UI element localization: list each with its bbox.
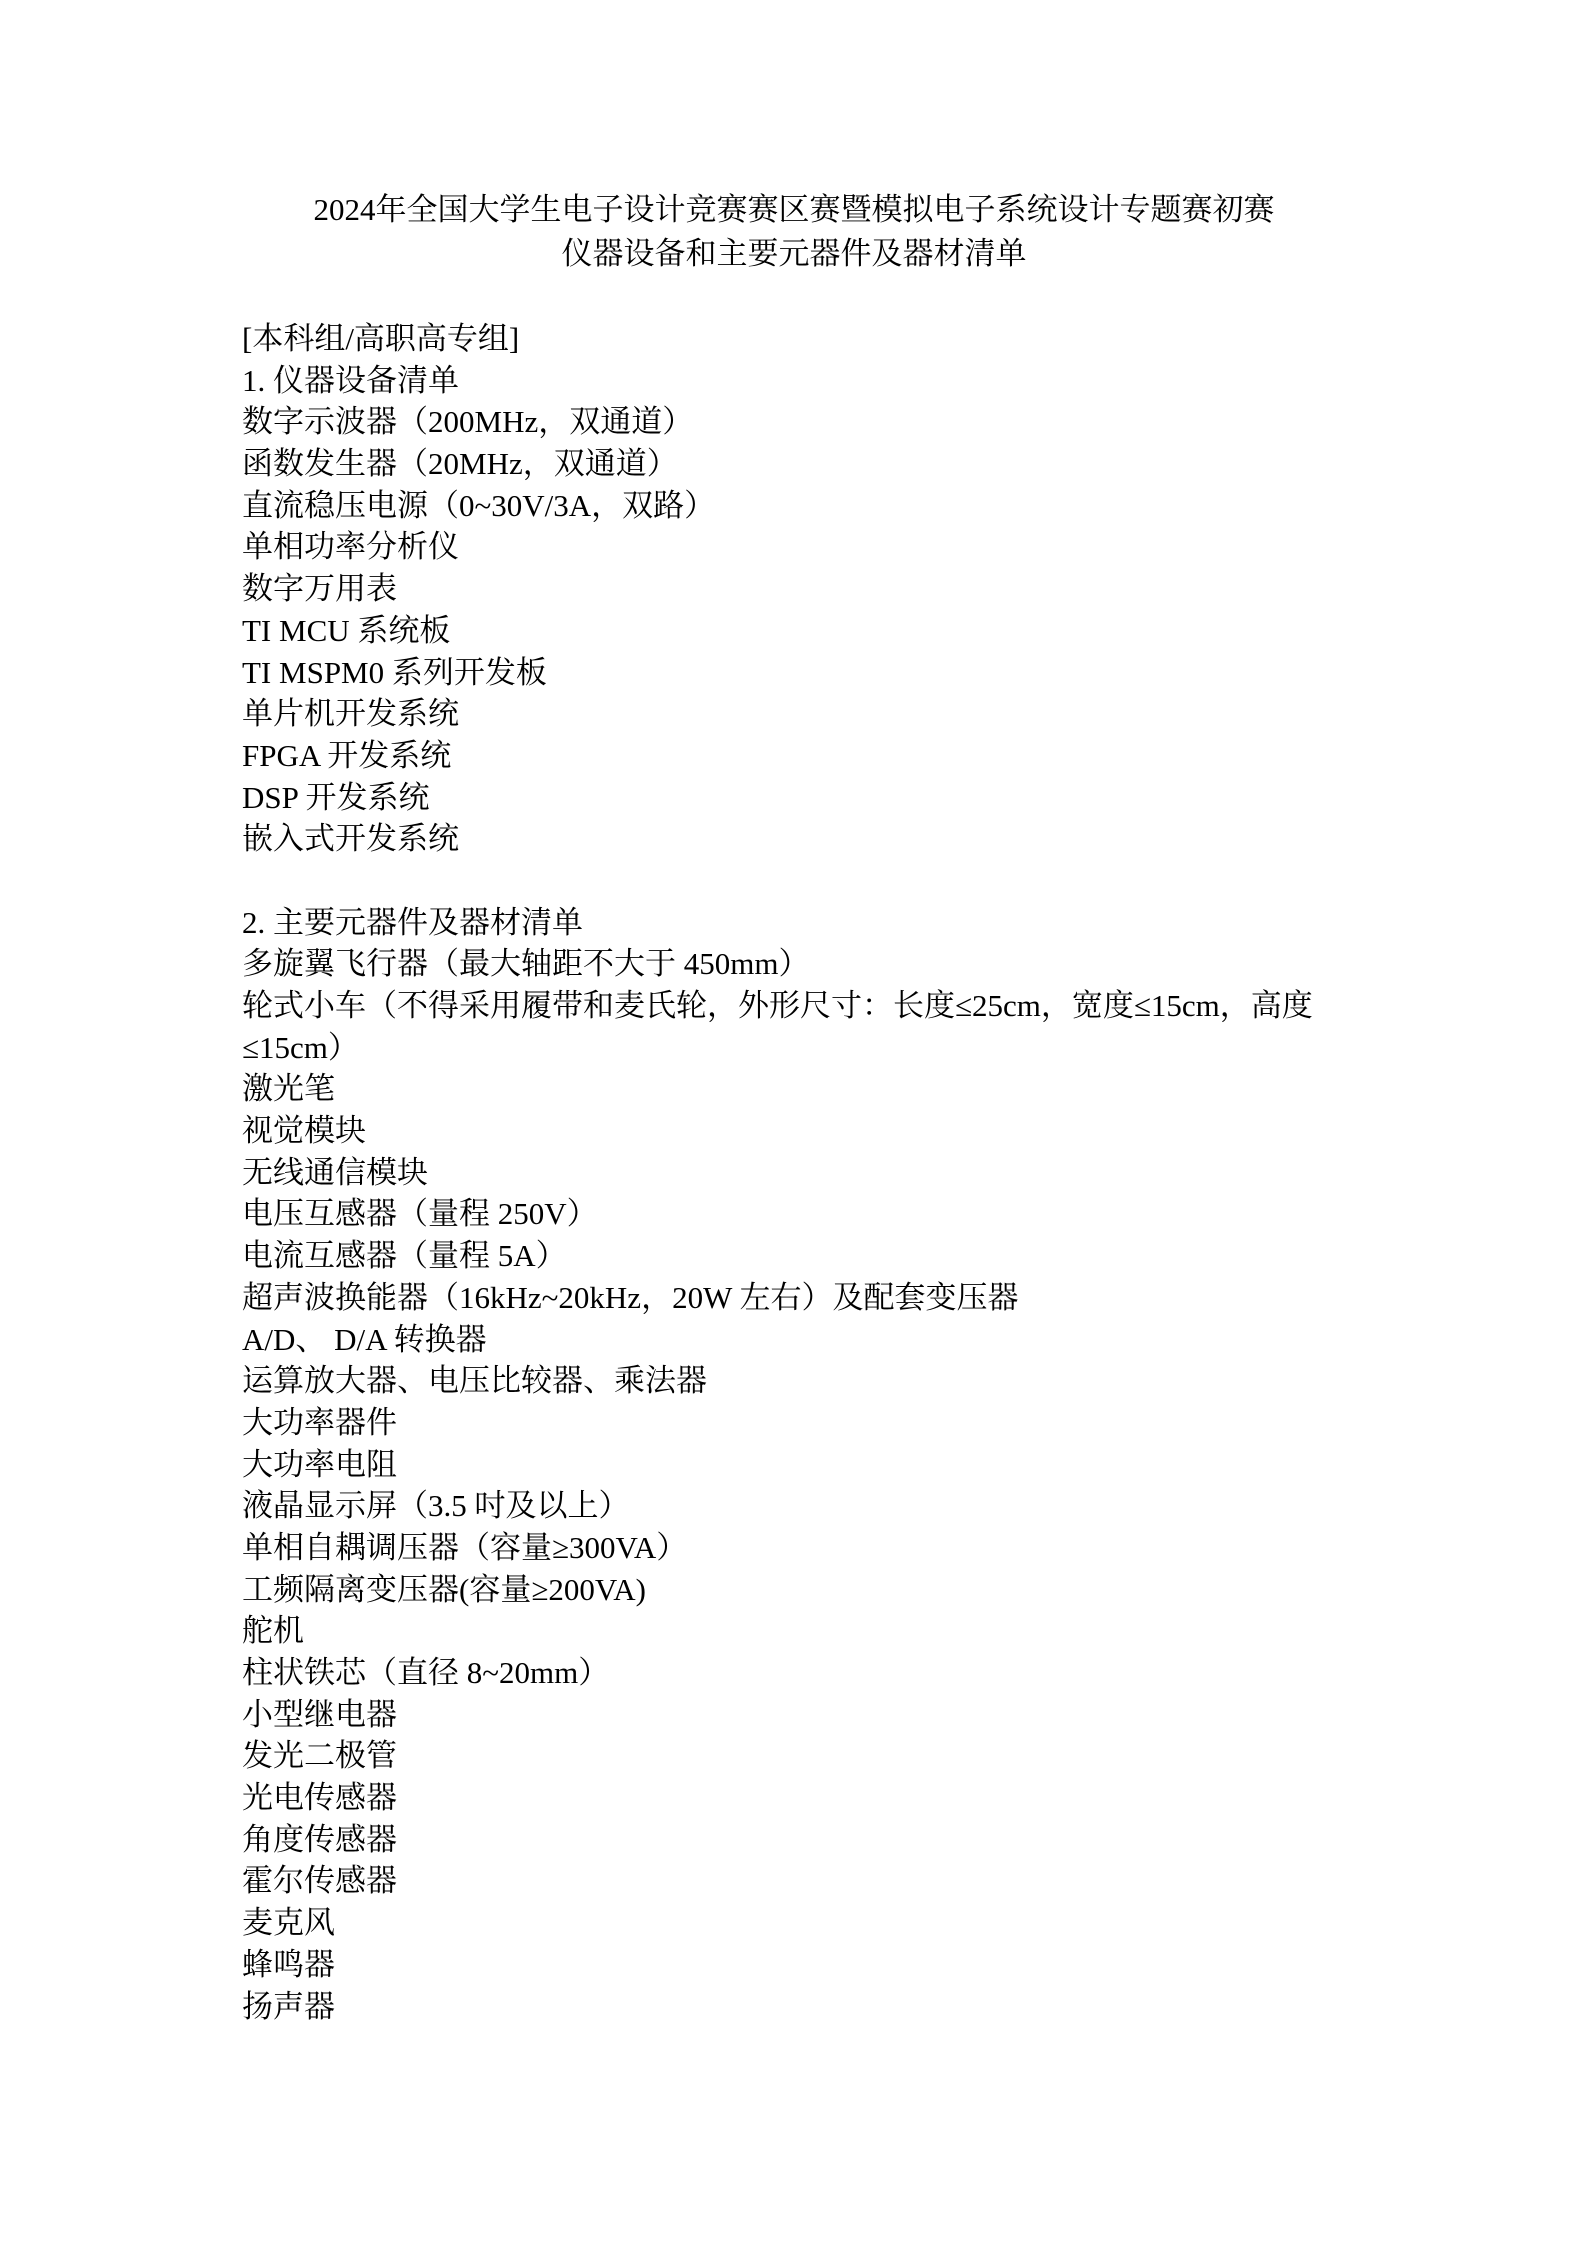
section-spacer xyxy=(242,860,1362,902)
document-title xyxy=(0,188,1588,276)
equipment-list xyxy=(242,401,1362,860)
list-item: 角度传感器 xyxy=(242,1821,397,1857)
list-item: 发光二极管 xyxy=(242,1738,397,1774)
list-item: 扬声器 xyxy=(242,1988,335,2024)
list-item: 电流互感器（量程 5A） xyxy=(242,1238,567,1274)
list-item-continuation: ≤15cm） xyxy=(242,1029,359,1065)
list-item: 无线通信模块 xyxy=(242,1154,428,1190)
list-item: 单相自耦调压器（容量≥300VA） xyxy=(242,1529,688,1565)
list-item: 麦克风 xyxy=(242,1905,335,1941)
list-item: 小型继电器 xyxy=(242,1696,397,1732)
list-item: 工频隔离变压器(容量≥200VA) xyxy=(242,1571,646,1607)
list-item: 超声波换能器（16kHz~20kHz，20W 左右）及配套变压器 xyxy=(242,1279,1019,1315)
list-item: 单相功率分析仪 xyxy=(242,529,459,565)
list-item: TI MCU 系统板 xyxy=(242,612,451,648)
list-item: 电压互感器（量程 250V） xyxy=(242,1196,598,1232)
list-item: 柱状铁芯（直径 8~20mm） xyxy=(242,1655,610,1690)
title-line-2: 仪器设备和主要元器件及器材清单 xyxy=(561,236,1027,271)
list-item: 蜂鸣器 xyxy=(242,1946,335,1982)
list-item: A/D、 D/A 转换器 xyxy=(242,1321,487,1357)
group-label: [本科组/高职高专组] xyxy=(242,321,520,356)
document-body xyxy=(242,318,1362,2027)
list-item: 液晶显示屏（3.5 吋及以上） xyxy=(242,1488,630,1524)
list-item: 数字示波器（200MHz，双通道） xyxy=(242,404,694,440)
list-item: FPGA 开发系统 xyxy=(242,737,452,773)
list-item: 激光笔 xyxy=(242,1071,335,1107)
list-item: 运算放大器、电压比较器、乘法器 xyxy=(242,1363,707,1399)
list-item: 嵌入式开发系统 xyxy=(242,821,459,857)
list-item: 霍尔传感器 xyxy=(242,1863,397,1899)
section-2-heading: 2. 主要元器件及器材清单 xyxy=(242,904,583,940)
list-item: 数字万用表 xyxy=(242,571,397,607)
list-item: 轮式小车（不得采用履带和麦氏轮，外形尺寸：长度≤25cm，宽度≤15cm，高度 xyxy=(242,988,1313,1023)
section-1-heading: 1. 仪器设备清单 xyxy=(242,362,459,398)
list-item: 多旋翼飞行器（最大轴距不大于 450mm） xyxy=(242,946,810,982)
list-item: 视觉模块 xyxy=(242,1113,366,1149)
list-item: DSP 开发系统 xyxy=(242,779,430,815)
list-item: 直流稳压电源（0~30V/3A，双路） xyxy=(242,487,716,523)
list-item: TI MSPM0 系列开发板 xyxy=(242,654,547,690)
list-item: 大功率电阻 xyxy=(242,1446,397,1482)
list-item: 函数发生器（20MHz，双通道） xyxy=(242,446,678,482)
title-line-1: 2024年全国大学生电子设计竞赛赛区赛暨模拟电子系统设计专题赛初赛 xyxy=(313,192,1275,227)
components-list xyxy=(242,943,1362,2027)
list-item: 单片机开发系统 xyxy=(242,696,459,732)
list-item: 大功率器件 xyxy=(242,1404,397,1440)
list-item: 光电传感器 xyxy=(242,1780,397,1816)
list-item: 舵机 xyxy=(242,1613,304,1649)
